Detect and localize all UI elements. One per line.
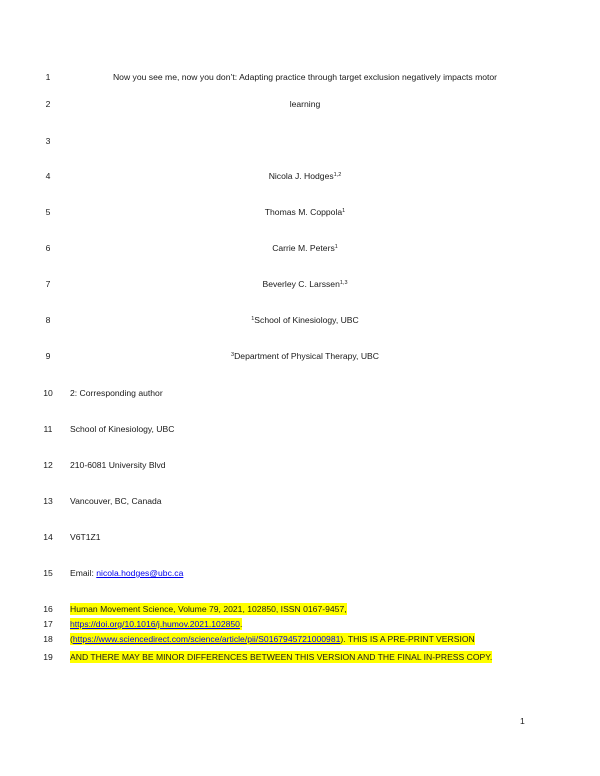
corresponding-author-label: 2: Corresponding author bbox=[70, 388, 163, 398]
page-number: 1 bbox=[520, 716, 525, 726]
citation-line bbox=[0, 651, 600, 663]
line-number: 2 bbox=[45, 99, 51, 109]
affiliation bbox=[70, 314, 540, 326]
paper-title: Now you see me, now you don’t: Adapting practice through target exclusion negatively impacts motor bbox=[112, 72, 498, 82]
affiliation-line bbox=[0, 350, 600, 362]
affiliation-marker: 1,2 bbox=[333, 172, 342, 178]
preprint-notice: ). THIS IS A PRE-PRINT VERSION bbox=[340, 634, 475, 644]
author-name: Thomas M. Coppola bbox=[264, 207, 343, 217]
line-number: 7 bbox=[45, 279, 51, 289]
url-prefix: ( bbox=[70, 634, 73, 644]
line-number: 5 bbox=[45, 207, 51, 217]
affiliation-line bbox=[0, 314, 600, 326]
affiliation-marker: 3 bbox=[231, 352, 235, 358]
address-line bbox=[0, 423, 600, 435]
author-name: Beverley C. Larssen bbox=[262, 279, 340, 289]
line-number: 17 bbox=[43, 619, 53, 629]
citation-url bbox=[70, 633, 475, 645]
line-number: 9 bbox=[45, 351, 51, 361]
affiliation-text: School of Kinesiology, UBC bbox=[254, 315, 359, 325]
author bbox=[70, 206, 540, 218]
author bbox=[70, 278, 540, 290]
address-line bbox=[0, 531, 600, 543]
email bbox=[70, 567, 183, 579]
author-name: Carrie M. Peters bbox=[272, 243, 335, 253]
author bbox=[70, 242, 540, 254]
line-number: 13 bbox=[43, 496, 53, 506]
postal-code: V6T1Z1 bbox=[70, 532, 101, 542]
citation-line bbox=[0, 603, 600, 615]
line-number: 16 bbox=[43, 604, 53, 614]
author-line bbox=[0, 206, 600, 218]
citation-doi bbox=[70, 618, 242, 630]
address-text: School of Kinesiology, UBC bbox=[70, 424, 175, 434]
address-line bbox=[0, 495, 600, 507]
author-line bbox=[0, 278, 600, 290]
paper-title-continued: learning bbox=[289, 99, 321, 109]
line-number: 19 bbox=[43, 652, 53, 662]
doi-suffix: . bbox=[239, 619, 243, 629]
author-line bbox=[0, 170, 600, 182]
address-line bbox=[0, 459, 600, 471]
doi-link[interactable]: https://doi.org/10.1016/j.humov.2021.102850 bbox=[70, 619, 240, 629]
line-number: 12 bbox=[43, 460, 53, 470]
citation-line bbox=[0, 618, 600, 630]
line-number: 3 bbox=[45, 136, 51, 146]
author-line bbox=[0, 242, 600, 254]
title-line-1 bbox=[0, 71, 600, 83]
line-number: 18 bbox=[43, 634, 53, 644]
affiliation bbox=[70, 350, 540, 362]
corresponding-line bbox=[0, 387, 600, 399]
line-number: 1 bbox=[45, 72, 51, 82]
line-number: 10 bbox=[43, 388, 53, 398]
email-link[interactable]: nicola.hodges@ubc.ca bbox=[96, 568, 184, 578]
author-name: Nicola J. Hodges bbox=[268, 171, 334, 181]
line-number: 8 bbox=[45, 315, 51, 325]
citation-text: Human Movement Science, Volume 79, 2021, 102850, ISSN 0167-9457, bbox=[70, 604, 347, 614]
line-number: 11 bbox=[43, 424, 53, 434]
address-text: 210-6081 University Blvd bbox=[70, 460, 166, 470]
line-number: 4 bbox=[45, 171, 51, 181]
blank-line bbox=[0, 135, 600, 147]
affiliation-marker: 1 bbox=[342, 208, 346, 214]
line-number: 6 bbox=[45, 243, 51, 253]
sciencedirect-link[interactable]: https://www.sciencedirect.com/science/article/pii/S0167945721000981 bbox=[72, 634, 341, 644]
affiliation-marker: 1,3 bbox=[339, 280, 348, 286]
line-number: 15 bbox=[43, 568, 53, 578]
affiliation-marker: 1 bbox=[251, 316, 255, 322]
address-text: Vancouver, BC, Canada bbox=[70, 496, 162, 506]
email-line bbox=[0, 567, 600, 579]
preprint-notice-continued: AND THERE MAY BE MINOR DIFFERENCES BETWEEN THIS VERSION AND THE FINAL IN-PRESS COPY. bbox=[70, 652, 493, 662]
affiliation-text: Department of Physical Therapy, UBC bbox=[234, 351, 379, 361]
line-number: 14 bbox=[43, 532, 53, 542]
author bbox=[70, 170, 540, 182]
email-label: Email: bbox=[70, 568, 97, 578]
title-line-2 bbox=[0, 98, 600, 110]
citation-line bbox=[0, 633, 600, 645]
affiliation-marker: 1 bbox=[334, 244, 338, 250]
